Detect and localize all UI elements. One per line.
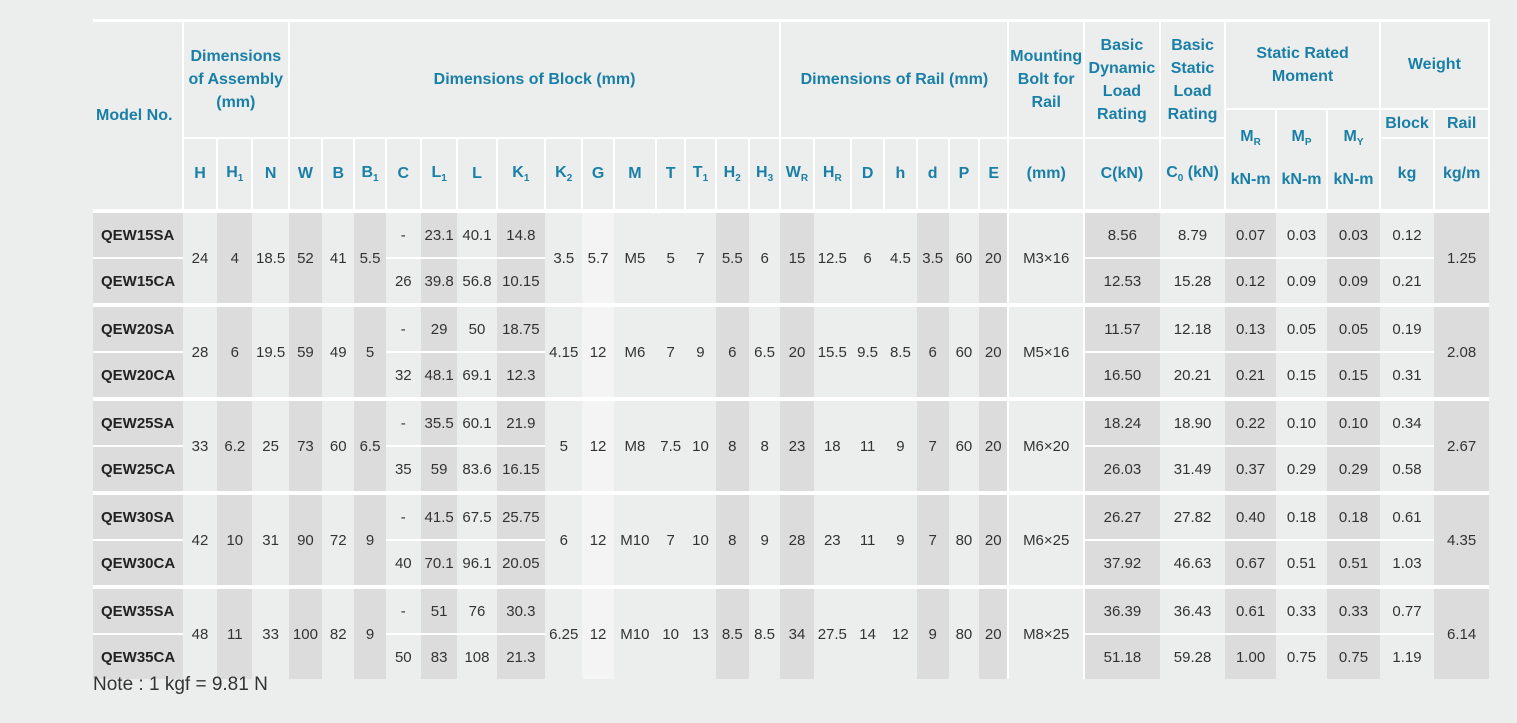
cell-t: 10 (656, 587, 685, 679)
cell-d: 9 (917, 587, 949, 679)
cell-k1: 10.15 (497, 258, 545, 305)
cell-h: 24 (183, 211, 217, 305)
cell-h: 28 (183, 305, 217, 399)
cell-l: 83.6 (457, 446, 496, 493)
cell-p: 80 (949, 587, 979, 679)
cell-my: 0.10 (1327, 399, 1380, 446)
cell-l: 76 (457, 587, 496, 634)
cell-h3: 6 (749, 211, 780, 305)
moment-mp-header: $M_P$ kN-m (1276, 109, 1327, 211)
cell-c: - (386, 399, 421, 446)
cell-cdyn: 11.57 (1084, 305, 1160, 352)
cell-wrail: 6.14 (1434, 587, 1489, 679)
cell-n: 19.5 (252, 305, 288, 399)
cell-bolt: M3×16 (1008, 211, 1084, 305)
cell-l: 60.1 (457, 399, 496, 446)
cell-wr: 34 (780, 587, 813, 679)
cell-g: 12 (582, 399, 613, 493)
cell-d: 11 (851, 399, 884, 493)
cell-w: 59 (289, 305, 322, 399)
table-row (93, 305, 1489, 352)
cell-c: - (386, 211, 421, 258)
cell-b1: 9 (354, 587, 385, 679)
model-cell: QEW35CA (93, 634, 183, 679)
cell-h: 12 (884, 587, 916, 679)
col-header: $T_1$ (685, 138, 715, 211)
cell-mp: 0.10 (1276, 399, 1327, 446)
cell-cdyn: 8.56 (1084, 211, 1160, 258)
cell-h1: 6.2 (217, 399, 252, 493)
cell-c: 26 (386, 258, 421, 305)
cell-n: 31 (252, 493, 288, 587)
cell-wblock: 1.19 (1380, 634, 1434, 679)
col-header: $W_R$ (780, 138, 813, 211)
cell-c0: 18.90 (1160, 399, 1226, 446)
cell-wrail: 1.25 (1434, 211, 1489, 305)
cell-l1: 48.1 (421, 352, 457, 399)
cell-l1: 59 (421, 446, 457, 493)
cell-n: 33 (252, 587, 288, 679)
cell-h: 33 (183, 399, 217, 493)
cell-h: 48 (183, 587, 217, 679)
cell-my: 0.15 (1327, 352, 1380, 399)
cell-wrail: 2.08 (1434, 305, 1489, 399)
cell-g: 12 (582, 493, 613, 587)
cell-c0: 36.43 (1160, 587, 1226, 634)
table-row (93, 211, 1489, 258)
cell-c: - (386, 305, 421, 352)
cell-e: 20 (979, 493, 1008, 587)
cell-c0: 8.79 (1160, 211, 1226, 258)
cell-wr: 23 (780, 399, 813, 493)
model-no-header: Model No. (93, 21, 183, 212)
cell-l: 96.1 (457, 540, 496, 587)
cell-l1: 41.5 (421, 493, 457, 540)
model-cell: QEW15CA (93, 258, 183, 305)
cell-bolt: M5×16 (1008, 305, 1084, 399)
col-header: T (656, 138, 685, 211)
cell-l: 108 (457, 634, 496, 679)
cell-wr: 28 (780, 493, 813, 587)
table-row (93, 493, 1489, 540)
cell-n: 25 (252, 399, 288, 493)
cell-m: M6 (614, 305, 656, 399)
cell-my: 0.51 (1327, 540, 1380, 587)
cell-d: 7 (917, 493, 949, 587)
cell-e: 20 (979, 587, 1008, 679)
col-header: E (979, 138, 1008, 211)
cell-b: 41 (322, 211, 354, 305)
cell-hr: 18 (814, 399, 851, 493)
weight-rail-header: Rail (1434, 109, 1489, 138)
col-header: C (386, 138, 421, 211)
cell-my: 0.29 (1327, 446, 1380, 493)
cell-wrail: 4.35 (1434, 493, 1489, 587)
cell-mp: 0.29 (1276, 446, 1327, 493)
cell-k1: 14.8 (497, 211, 545, 258)
col-header: L (457, 138, 496, 211)
cell-l: 40.1 (457, 211, 496, 258)
col-header: B (322, 138, 354, 211)
cell-d: 6 (917, 305, 949, 399)
cell-wblock: 0.31 (1380, 352, 1434, 399)
cell-d: 14 (851, 587, 884, 679)
col-header: $K_1$ (497, 138, 545, 211)
cell-k1: 25.75 (497, 493, 545, 540)
cell-k1: 16.15 (497, 446, 545, 493)
cell-l1: 35.5 (421, 399, 457, 446)
cell-l: 50 (457, 305, 496, 352)
weight-block-header: Block (1380, 109, 1434, 138)
cell-mr: 0.12 (1225, 258, 1275, 305)
cell-c: 50 (386, 634, 421, 679)
model-cell: QEW30CA (93, 540, 183, 587)
cell-b1: 9 (354, 493, 385, 587)
spec-table-container (93, 19, 1490, 679)
spec-table (93, 19, 1490, 679)
cell-wrail: 2.67 (1434, 399, 1489, 493)
cell-hr: 27.5 (814, 587, 851, 679)
cell-mp: 0.03 (1276, 211, 1327, 258)
cell-t1: 10 (685, 493, 715, 587)
cell-h: 8.5 (884, 305, 916, 399)
cell-cdyn: 37.92 (1084, 540, 1160, 587)
cell-mp: 0.05 (1276, 305, 1327, 352)
cell-d: 7 (917, 399, 949, 493)
cell-w: 100 (289, 587, 322, 679)
cell-h2: 6 (716, 305, 749, 399)
col-header: $H_1$ (217, 138, 252, 211)
cell-mr: 0.61 (1225, 587, 1275, 634)
weight-unit-header: kg/m (1434, 138, 1489, 211)
cell-wblock: 0.34 (1380, 399, 1434, 446)
cell-my: 0.18 (1327, 493, 1380, 540)
cell-t: 5 (656, 211, 685, 305)
cell-mp: 0.18 (1276, 493, 1327, 540)
assembly-header: Dimensions of Assembly (mm) (183, 21, 289, 139)
cell-m: M8 (614, 399, 656, 493)
cell-c0: 20.21 (1160, 352, 1226, 399)
model-cell: QEW15SA (93, 211, 183, 258)
cell-mr: 0.37 (1225, 446, 1275, 493)
cell-l1: 51 (421, 587, 457, 634)
cell-c: 35 (386, 446, 421, 493)
cell-b: 49 (322, 305, 354, 399)
cell-c: - (386, 493, 421, 540)
cell-k1: 21.9 (497, 399, 545, 446)
cell-k1: 21.3 (497, 634, 545, 679)
cell-mr: 0.22 (1225, 399, 1275, 446)
cell-bolt: M6×20 (1008, 399, 1084, 493)
static-header: Basic Static Load Rating (1160, 21, 1226, 139)
cell-wr: 15 (780, 211, 813, 305)
cell-p: 60 (949, 211, 979, 305)
cell-w: 90 (289, 493, 322, 587)
cell-h1: 11 (217, 587, 252, 679)
cell-e: 20 (979, 399, 1008, 493)
cell-b: 82 (322, 587, 354, 679)
cell-mp: 0.33 (1276, 587, 1327, 634)
cell-m: M5 (614, 211, 656, 305)
cell-mp: 0.51 (1276, 540, 1327, 587)
col-header: $C_0$ (kN) (1160, 138, 1226, 211)
col-header: d (917, 138, 949, 211)
cell-t1: 13 (685, 587, 715, 679)
cell-h3: 8 (749, 399, 780, 493)
cell-t1: 10 (685, 399, 715, 493)
cell-mr: 0.07 (1225, 211, 1275, 258)
cell-l1: 23.1 (421, 211, 457, 258)
col-header: D (851, 138, 884, 211)
cell-p: 60 (949, 305, 979, 399)
cell-k2: 6.25 (545, 587, 582, 679)
cell-e: 20 (979, 305, 1008, 399)
weight-unit-header: kg (1380, 138, 1434, 211)
col-header: G (582, 138, 613, 211)
model-cell: QEW20CA (93, 352, 183, 399)
cell-g: 12 (582, 587, 613, 679)
cell-c0: 15.28 (1160, 258, 1226, 305)
cell-hr: 12.5 (814, 211, 851, 305)
cell-c0: 46.63 (1160, 540, 1226, 587)
cell-mp: 0.15 (1276, 352, 1327, 399)
cell-t: 7 (656, 493, 685, 587)
cell-d: 9.5 (851, 305, 884, 399)
cell-l: 56.8 (457, 258, 496, 305)
cell-b: 60 (322, 399, 354, 493)
col-header: $K_2$ (545, 138, 582, 211)
cell-c0: 31.49 (1160, 446, 1226, 493)
col-header: (mm) (1008, 138, 1084, 211)
cell-my: 0.05 (1327, 305, 1380, 352)
col-header: C(kN) (1084, 138, 1160, 211)
cell-b: 72 (322, 493, 354, 587)
col-header: M (614, 138, 656, 211)
col-header: $L_1$ (421, 138, 457, 211)
cell-wblock: 0.12 (1380, 211, 1434, 258)
cell-cdyn: 16.50 (1084, 352, 1160, 399)
cell-g: 5.7 (582, 211, 613, 305)
moment-mr-header: $M_R$ kN-m (1225, 109, 1275, 211)
cell-h: 42 (183, 493, 217, 587)
cell-wblock: 0.58 (1380, 446, 1434, 493)
cell-h3: 8.5 (749, 587, 780, 679)
cell-mp: 0.09 (1276, 258, 1327, 305)
cell-w: 52 (289, 211, 322, 305)
cell-l: 69.1 (457, 352, 496, 399)
col-header: P (949, 138, 979, 211)
cell-h2: 8.5 (716, 587, 749, 679)
cell-k1: 20.05 (497, 540, 545, 587)
cell-wblock: 1.03 (1380, 540, 1434, 587)
col-header: N (252, 138, 288, 211)
cell-my: 0.33 (1327, 587, 1380, 634)
cell-h: 9 (884, 493, 916, 587)
note-text: Note : 1 kgf = 9.81 N (93, 674, 268, 695)
cell-mr: 0.67 (1225, 540, 1275, 587)
cell-e: 20 (979, 211, 1008, 305)
cell-m: M10 (614, 587, 656, 679)
cell-h2: 5.5 (716, 211, 749, 305)
cell-t1: 9 (685, 305, 715, 399)
cell-t: 7 (656, 305, 685, 399)
cell-c: 40 (386, 540, 421, 587)
model-cell: QEW25SA (93, 399, 183, 446)
rail-header: Dimensions of Rail (mm) (780, 21, 1008, 139)
bolt-header: Mounting Bolt for Rail (1008, 21, 1084, 139)
cell-w: 73 (289, 399, 322, 493)
table-header (93, 21, 1489, 212)
cell-c0: 27.82 (1160, 493, 1226, 540)
cell-mp: 0.75 (1276, 634, 1327, 679)
cell-k1: 18.75 (497, 305, 545, 352)
cell-mr: 0.13 (1225, 305, 1275, 352)
cell-p: 60 (949, 399, 979, 493)
col-header: $H_2$ (716, 138, 749, 211)
cell-k2: 4.15 (545, 305, 582, 399)
cell-h3: 6.5 (749, 305, 780, 399)
cell-d: 11 (851, 493, 884, 587)
cell-c0: 12.18 (1160, 305, 1226, 352)
table-row (93, 587, 1489, 634)
table-row (93, 399, 1489, 446)
cell-l1: 39.8 (421, 258, 457, 305)
cell-d: 6 (851, 211, 884, 305)
cell-wblock: 0.19 (1380, 305, 1434, 352)
cell-h2: 8 (716, 399, 749, 493)
cell-h2: 8 (716, 493, 749, 587)
cell-n: 18.5 (252, 211, 288, 305)
cell-h1: 6 (217, 305, 252, 399)
cell-b1: 6.5 (354, 399, 385, 493)
cell-mr: 1.00 (1225, 634, 1275, 679)
cell-hr: 23 (814, 493, 851, 587)
cell-h3: 9 (749, 493, 780, 587)
cell-cdyn: 36.39 (1084, 587, 1160, 634)
cell-wblock: 0.77 (1380, 587, 1434, 634)
cell-my: 0.09 (1327, 258, 1380, 305)
cell-h1: 4 (217, 211, 252, 305)
col-header: H (183, 138, 217, 211)
col-header: $H_3$ (749, 138, 780, 211)
col-header: $B_1$ (354, 138, 385, 211)
cell-c: 32 (386, 352, 421, 399)
model-cell: QEW25CA (93, 446, 183, 493)
moment-my-header: $M_Y$ kN-m (1327, 109, 1380, 211)
cell-p: 80 (949, 493, 979, 587)
cell-t1: 7 (685, 211, 715, 305)
cell-k2: 5 (545, 399, 582, 493)
cell-t: 7.5 (656, 399, 685, 493)
cell-bolt: M6×25 (1008, 493, 1084, 587)
cell-l1: 29 (421, 305, 457, 352)
cell-d: 3.5 (917, 211, 949, 305)
cell-cdyn: 51.18 (1084, 634, 1160, 679)
col-header: h (884, 138, 916, 211)
dynamic-header: Basic Dynamic Load Rating (1084, 21, 1160, 139)
cell-my: 0.75 (1327, 634, 1380, 679)
cell-hr: 15.5 (814, 305, 851, 399)
model-cell: QEW30SA (93, 493, 183, 540)
block-header: Dimensions of Block (mm) (289, 21, 781, 139)
cell-g: 12 (582, 305, 613, 399)
weight-header: Weight (1380, 21, 1489, 110)
cell-mr: 0.21 (1225, 352, 1275, 399)
cell-l1: 83 (421, 634, 457, 679)
cell-h: 4.5 (884, 211, 916, 305)
cell-my: 0.03 (1327, 211, 1380, 258)
cell-h: 9 (884, 399, 916, 493)
cell-cdyn: 18.24 (1084, 399, 1160, 446)
cell-bolt: M8×25 (1008, 587, 1084, 679)
cell-l1: 70.1 (421, 540, 457, 587)
moment-header: Static Rated Moment (1225, 21, 1379, 110)
cell-cdyn: 26.03 (1084, 446, 1160, 493)
cell-k2: 3.5 (545, 211, 582, 305)
cell-c0: 59.28 (1160, 634, 1226, 679)
model-cell: QEW20SA (93, 305, 183, 352)
cell-k1: 12.3 (497, 352, 545, 399)
table-body (93, 211, 1489, 679)
cell-mr: 0.40 (1225, 493, 1275, 540)
cell-c: - (386, 587, 421, 634)
col-header: $H_R$ (814, 138, 851, 211)
cell-cdyn: 12.53 (1084, 258, 1160, 305)
col-header: W (289, 138, 322, 211)
cell-h1: 10 (217, 493, 252, 587)
cell-k2: 6 (545, 493, 582, 587)
cell-wblock: 0.61 (1380, 493, 1434, 540)
cell-wr: 20 (780, 305, 813, 399)
model-cell: QEW35SA (93, 587, 183, 634)
cell-k1: 30.3 (497, 587, 545, 634)
cell-cdyn: 26.27 (1084, 493, 1160, 540)
cell-wblock: 0.21 (1380, 258, 1434, 305)
cell-b1: 5 (354, 305, 385, 399)
cell-m: M10 (614, 493, 656, 587)
cell-b1: 5.5 (354, 211, 385, 305)
cell-l: 67.5 (457, 493, 496, 540)
